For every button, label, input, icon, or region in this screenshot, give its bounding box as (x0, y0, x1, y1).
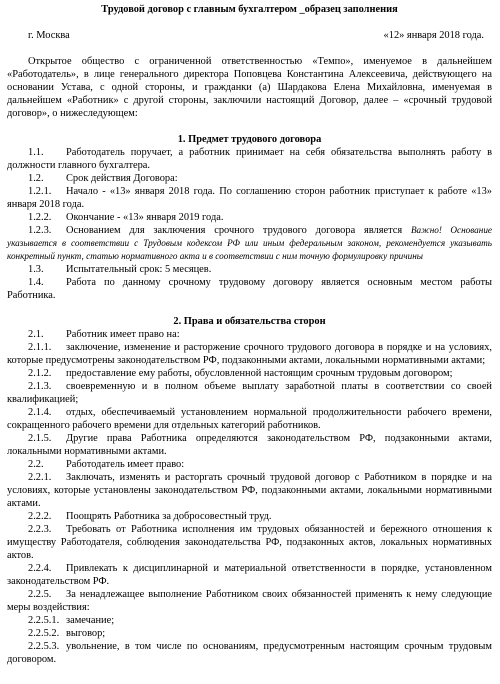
clause-2-1-4: 2.1.4. отдых, обеспечиваемый установлением нормальной продолжительности рабочего времени, сокращенного рабочего времени для отдельных категорий работников. (7, 407, 492, 431)
clause-2-2-2: 2.2.2. Поощрять Работника за добросовестный труд. (28, 511, 272, 522)
clause-2-2-3: 2.2.3. Требовать от Работника исполнения им трудовых обязанностей и бережного отношения к имуществу Работодателя, соблюдения законодательства РФ, подзаконных актов, локальных нормативных актов. (7, 524, 492, 561)
clause-2-2-5-1: 2.2.5.1. замечание; (28, 615, 115, 626)
clause-2-1-3: 2.1.3. своевременную и в полном объеме выплату заработной платы в соответствии со своей квалификацией; (7, 381, 492, 405)
clause-2-2-4: 2.2.4. Привлекать к дисциплинарной и материальной ответственности в порядке, установленном законодательством РФ. (7, 563, 492, 587)
city-label: г. Москва (28, 30, 70, 41)
section-2-body (7, 328, 492, 666)
contract-date: «12» января 2018 года. (383, 30, 484, 41)
section-1-body (7, 146, 492, 302)
date-line (7, 29, 492, 42)
section-1-title: 1. Предмет трудового договора (177, 134, 322, 145)
clause-2-2: 2.2. Работодатель имеет право: (28, 459, 185, 470)
clause-2-1-5: 2.1.5. Другие права Работника определяются законодательством РФ, подзаконными актами, локальными нормативными актами. (7, 433, 492, 457)
document-title: Трудовой договор с главным бухгалтером _образец заполнения (101, 4, 398, 15)
clause-2-1-1: 2.1.1. заключение, изменение и расторжение срочного трудового договора в порядке и на условиях, которые предусмотрены законодательством РФ, подзаконными актами, локальными нормативными актами; (7, 342, 492, 366)
clause-1-1: 1.1. Работодатель поручает, а работник принимает на себя обязательства выполнять работу в должности главного бухгалтера. (7, 147, 492, 171)
clause-2-2-5-2: 2.2.5.2. выговор; (28, 628, 106, 639)
clause-1-2-2: 1.2.2. Окончание - «13» января 2019 года. (28, 212, 224, 223)
intro-paragraph: Открытое общество с ограниченной ответственностью «Темпо», именуемое в дальнейшем «Работодатель», в лице генерального директора Поповцева Константина Алексеевича, действующего на основании Устава, с одной стороны, и гражданки (а) Шардакова Елена Михайловна, именуемая в дальнейшем «Работник» с другой стороны, заключили настоящий Договор, далее – «срочный трудовой договор», о нижеследующем: (7, 56, 492, 119)
clause-1-2-3-note: Важно! Основание указывается в соответствии с Трудовым кодексом РФ или иным федеральным законом, рекомендуется указывать конкретный пункт, статью нормативного акта и в соответствии с ним точную формулировку причины (7, 225, 492, 261)
clause-2-1-2: 2.1.2. предоставление ему работы, обусловленной настоящим срочным трудовым договором; (28, 368, 453, 379)
spacer (7, 302, 492, 315)
clause-1-4: 1.4. Работа по данному срочному трудовому договору является основным местом работы Работника. (7, 277, 492, 301)
clause-2-1: 2.1. Работник имеет право на: (28, 329, 180, 340)
clause-1-2-3: 1.2.3. Основанием для заключения срочного трудового договора является Важно! Основание указывается в соответствии с Трудовым кодексом РФ или иным федеральным законом, рекомендуется указывать конкретный пункт, статью нормативного акта и в соответствии с ним точную формулировку причины (7, 225, 492, 261)
clause-1-3: 1.3. Испытательный срок: 5 месяцев. (28, 264, 212, 275)
clause-2-2-1: 2.2.1. Заключать, изменять и расторгать срочный трудовой договор с Работником в порядке и на условиях, которые установлены законодательством РФ, подзаконными актами, локальными нормативными актами. (7, 472, 492, 509)
clause-1-2: 1.2. Срок действия Договора: (28, 173, 178, 184)
section-2-title: 2. Права и обязательства сторон (173, 316, 326, 327)
clause-2-2-5-3: 2.2.5.3. увольнение, в том числе по основаниям, предусмотренным настоящим срочным трудовым договором. (7, 641, 492, 665)
clause-2-2-5: 2.2.5. За ненадлежащее выполнение Работником своих обязанностей применять к нему следующие меры воздействия: (7, 589, 492, 613)
clause-1-2-1: 1.2.1. Начало - «13» января 2018 года. По соглашению сторон работник приступает к работе «13» января 2018 года. (7, 186, 492, 210)
